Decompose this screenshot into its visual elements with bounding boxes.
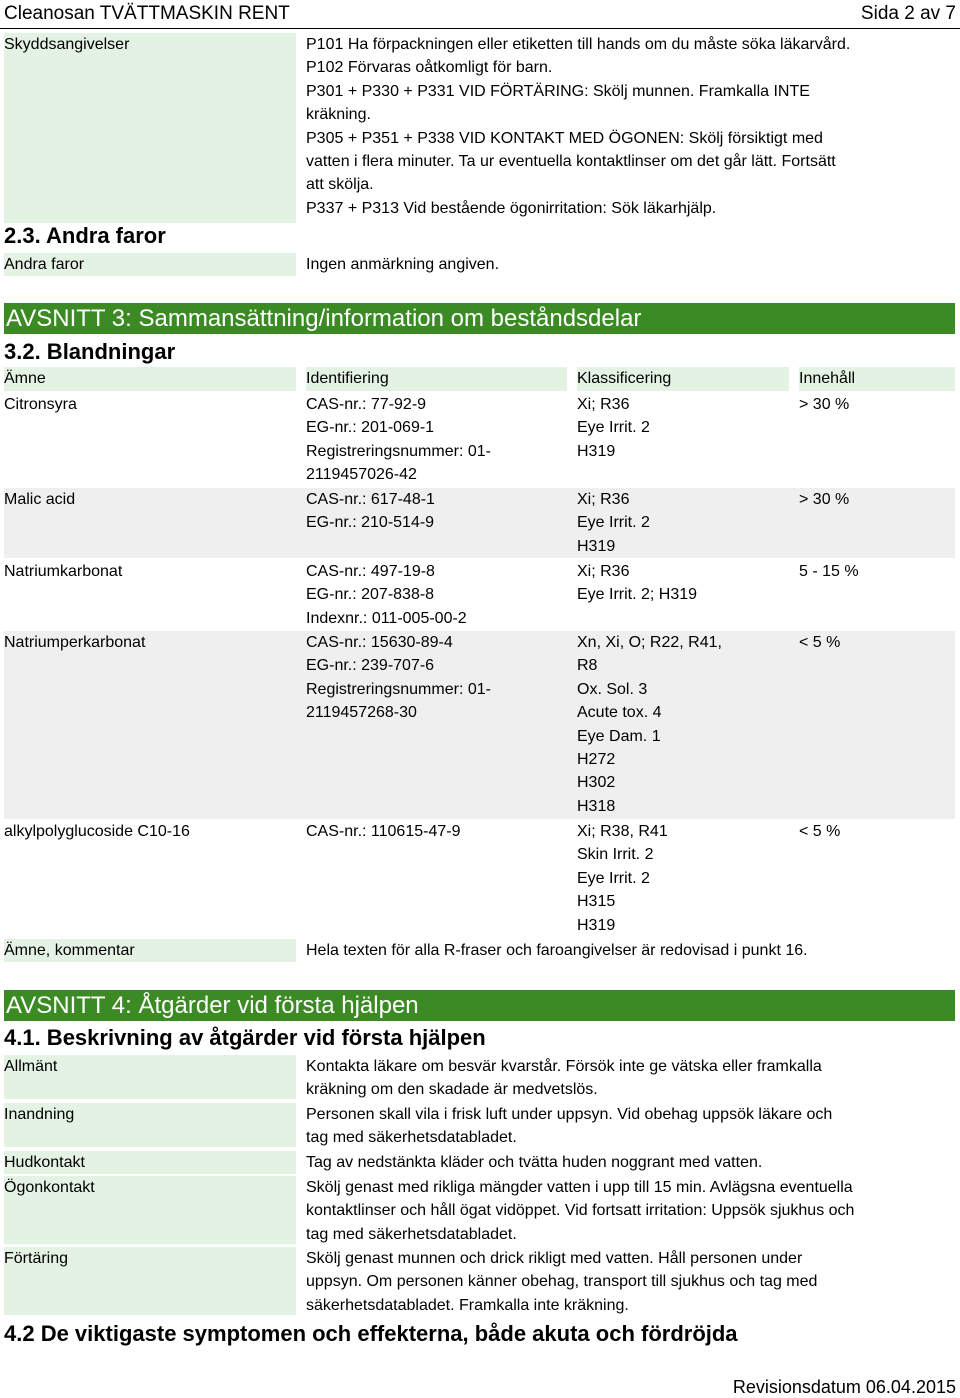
- col-header-identification: Identifiering: [306, 367, 567, 391]
- content-cell: 5 - 15 %: [799, 563, 859, 580]
- first-aid-label-skin: Hudkontakt: [4, 1151, 296, 1174]
- substance-name: Natriumperkarbonat: [4, 634, 146, 651]
- first-aid-text-general: Kontakta läkare om besvär kvarstår. Försök inte ge vätska eller framkalla kräkning om den skadade är medvetslös.: [306, 1058, 822, 1099]
- table-row: [4, 631, 955, 819]
- substance-name: alkylpolyglucoside C10-16: [4, 823, 190, 840]
- section-3-banner: AVSNITT 3: Sammansättning/information om beståndsdelar: [4, 303, 955, 334]
- first-aid-text-inhalation: Personen skall vila i frisk luft under uppsyn. Vid obehag uppsök läkare och tag med säkerhetsdatabladet.: [306, 1106, 833, 1147]
- classification-cell: Xn, Xi, O; R22, R41, R8 Ox. Sol. 3 Acute tox. 4 Eye Dam. 1 H272 H302 H318: [577, 634, 722, 815]
- safety-line: att skölja.: [306, 176, 374, 194]
- safety-line: P305 + P351 + P338 VID KONTAKT MED ÖGONEN: Skölj försiktigt med: [306, 129, 823, 147]
- substance-name: Malic acid: [4, 491, 76, 508]
- classification-cell: Xi; R38, R41 Skin Irrit. 2 Eye Irrit. 2 H315 H319: [577, 823, 668, 934]
- identification-cell: CAS-nr.: 110615-47-9: [306, 823, 461, 840]
- revision-date: Revisionsdatum 06.04.2015: [732, 1377, 956, 1397]
- other-hazards-label: Andra faror: [4, 253, 296, 276]
- safety-line: P101 Ha förpackningen eller etiketten till hands om du måste söka läkarvård.: [306, 36, 851, 53]
- first-aid-text-ingestion: Skölj genast munnen och drick rikligt med vatten. Håll personen under uppsyn. Om personen känner obehag, transport till sjukhus och tag med säkerhetsdatabladet. Framkalla inte kräkning.: [306, 1250, 818, 1314]
- substance-name: Natriumkarbonat: [4, 563, 123, 580]
- first-aid-label-inhalation: Inandning: [4, 1103, 296, 1147]
- identification-cell: CAS-nr.: 15630-89-4 EG-nr.: 239-707-6 Registreringsnummer: 01- 2119457268-30: [306, 634, 491, 722]
- safety-line: kräkning.: [306, 106, 371, 124]
- safety-line: P301 + P330 + P331 VID FÖRTÄRING: Skölj munnen. Framkalla INTE: [306, 82, 810, 100]
- safety-statements-text: [306, 33, 906, 220]
- table-row: [4, 820, 955, 938]
- first-aid-text-eyes: Skölj genast med rikliga mängder vatten i upp till 15 min. Avlägsna eventuella kontaktlinser och håll ögat vidöppet. Vid fortsatt irritation: Uppsök sjukhus och tag med säkerhetsdatabladet.: [306, 1179, 855, 1243]
- section-4-banner: AVSNITT 4: Åtgärder vid första hjälpen: [4, 990, 955, 1021]
- table-row: [4, 488, 955, 558]
- identification-cell: CAS-nr.: 617-48-1 EG-nr.: 210-514-9: [306, 491, 435, 532]
- page-number: Sida 2 av 7: [860, 3, 956, 24]
- classification-cell: Xi; R36 Eye Irrit. 2 H319: [577, 491, 650, 555]
- first-aid-label-ingestion: Förtäring: [4, 1247, 296, 1315]
- substance-comment-value: Hela texten för alla R-fraser och faroangivelser är redovisad i punkt 16.: [306, 942, 808, 959]
- content-cell: < 5 %: [799, 823, 841, 840]
- safety-statements-label: Skyddsangivelser: [4, 33, 296, 223]
- col-header-content: Innehåll: [799, 367, 955, 391]
- header-rule: [0, 28, 960, 29]
- classification-cell: Xi; R36 Eye Irrit. 2; H319: [577, 563, 698, 604]
- col-header-substance: Ämne: [4, 367, 296, 391]
- classification-cell: Xi; R36 Eye Irrit. 2 H319: [577, 396, 650, 460]
- substance-comment-label: Ämne, kommentar: [4, 939, 296, 962]
- content-cell: > 30 %: [799, 491, 850, 508]
- document-company-title: Cleanosan TVÄTTMASKIN RENT: [4, 3, 290, 24]
- content-cell: > 30 %: [799, 396, 850, 413]
- safety-line: vatten i flera minuter. Ta ur eventuella kontaktlinser om det går lätt. Fortsätt: [306, 153, 836, 171]
- identification-cell: CAS-nr.: 77-92-9 EG-nr.: 201-069-1 Registreringsnummer: 01- 2119457026-42: [306, 396, 491, 484]
- first-aid-text-skin: Tag av nedstänkta kläder och tvätta huden noggrant med vatten.: [306, 1154, 763, 1171]
- section-4-1-heading: 4.1. Beskrivning av åtgärder vid första hjälpen: [4, 1025, 486, 1050]
- section-3-2-heading: 3.2. Blandningar: [4, 339, 176, 364]
- other-hazards-heading: 2.3. Andra faror: [4, 223, 166, 248]
- table-row: [4, 560, 955, 630]
- safety-line: P102 Förvaras oåtkomligt för barn.: [306, 59, 553, 77]
- col-header-classification: Klassificering: [577, 367, 789, 391]
- table-row: [4, 393, 955, 487]
- first-aid-label-general: Allmänt: [4, 1055, 296, 1099]
- other-hazards-value: Ingen anmärkning angiven.: [306, 256, 500, 273]
- section-4-2-heading: 4.2 De viktigaste symptomen och effekterna, både akuta och fördröjda: [4, 1321, 738, 1346]
- safety-line: P337 + P313 Vid bestående ögonirritation: Sök läkarhjälp.: [306, 199, 717, 217]
- identification-cell: CAS-nr.: 497-19-8 EG-nr.: 207-838-8 Indexnr.: 011-005-00-2: [306, 563, 467, 627]
- substance-name: Citronsyra: [4, 396, 77, 413]
- first-aid-label-eyes: Ögonkontakt: [4, 1176, 296, 1244]
- content-cell: < 5 %: [799, 634, 841, 651]
